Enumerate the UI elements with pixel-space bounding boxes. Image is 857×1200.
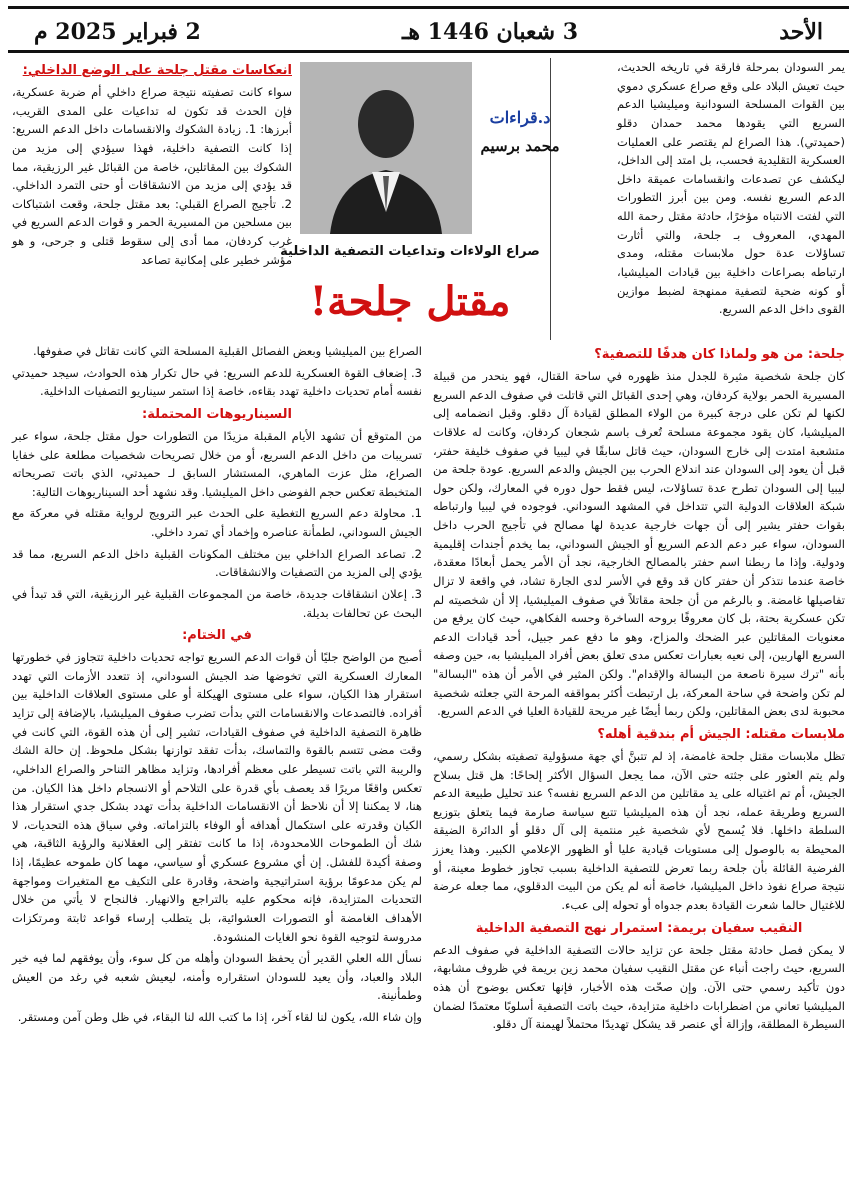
column-divider bbox=[550, 58, 551, 340]
conclusion-heading: في الختام: bbox=[182, 628, 252, 644]
sufyan-heading: النقيب سفيان بريمة: استمرار نهج التصفية الداخلية bbox=[475, 920, 803, 936]
article-subtitle: صراع الولاءات وتداعيات التصفية الداخلية bbox=[280, 244, 540, 259]
date-bar bbox=[8, 14, 849, 53]
repercussions-body: سواء كانت تصفيته نتيجة صراع داخلي أم ضربة عسكرية، فإن الحدث قد تكون له تداعيات على المدى القريب، أبرزها: 1. زيادة الشكوك والانقسامات داخل الدعم السريع: إذا كانت التصفية داخلية، فهذا سيؤدي إلى مزيد من الشكوك بين المقاتلين، خاصة من القبائل غير الرزيقية، مما قد يؤدي إلى مزيد من الانشقاقات أو حتى التمرد الداخلي. 2. تأجيج الصراع القبلي: بعد مقتل جلحة، وقعت اشتباكات بين مسلحين من المسيرية الحمر و قوات الدعم السريع في غرب كردفان، مما أدى إلى سقوط قتلى و جرحى، و هو مؤشر خطير على إمكانية تصاعد bbox=[12, 85, 292, 267]
hijri-date: 3 شعبان 1446 هـ bbox=[401, 19, 579, 45]
who-heading: جلحة: من هو ولماذا كان هدفًا للتصفية؟ bbox=[594, 347, 845, 362]
repercussions-heading: انعكاسات مقتل جلحة على الوضع الداخلي: bbox=[22, 63, 292, 78]
intro-paragraph: يمر السودان بمرحلة فارقة في تاريخه الحديث، حيث تعيش البلاد على وقع صراع عسكري دموي بين القوات المسلحة السودانية وميليشيا الدعم السريع التي يقودها محمد حمدان دقلو (حميدتي). هذا الصراع لم يقتصر على العمليات العسكرية التقليدية فحسب، بل امتد إلى الداخل، ليكشف عن تصدعات وانقسامات عميقة داخل الدعم السريع نفسه. ومن بين أبرز التطورات التي لفتت الانتباه مؤخرًا، حادثة مقتل رحمة الله المهدي، المعروف بـ جلحة، والتي أثارت تساؤلات عدة حول ملابسات مقتله، ومدى ارتباطه بصراعات داخلية بين قيادات الميليشيا، أو كونه ضحية لتصفية ممنهجة لضبط موازين القوى داخل الدعم السريع. bbox=[617, 60, 845, 317]
scenarios-intro: من المتوقع أن تشهد الأيام المقبلة مزيدًا من التطورات حول مقتل جلحة، سواء عبر تسريبات من داخل الدعم السريع، أو من خلال تصريحات شخصيات مطلعة على خفايا الصراع، مثل عزت الماهري، المستشار السابق لـ حميدتي، الذي باتت تصريحاته المتخبطة تعكس حجم الفوضى داخل الميليشيا. وقد نشهد أحد السيناريوهات التالية: bbox=[12, 428, 422, 499]
left-body-column bbox=[12, 342, 422, 1030]
repercussions-section bbox=[12, 58, 292, 272]
continuation-paragraph-2: 3. إضعاف القوة العسكرية للدعم السريع: في حال تكرار هذه الحوادث، سيجد حميدتي نفسه أمام تحديات داخلية تهدد بقاءه، خاصة إذا استمر سيناريو التصفيات الداخلية. bbox=[12, 365, 422, 399]
conclusion-paragraph-2: نسأل الله العلي القدير أن يحفظ السودان وأهله من كل سوء، وأن يوفقهم لما فيه خير البلاد والعباد، وأن يعيد للسودان استقراره وأمنه، ليعيش شعبه في رغد من العيش وطمأنينة. bbox=[12, 951, 422, 1003]
scenarios-heading: السيناريوهات المحتملة: bbox=[142, 406, 292, 422]
day-name: الأحد bbox=[779, 19, 823, 45]
conclusion-paragraph-1: أصبح من الواضح جليًا أن قوات الدعم السريع تواجه تحديات داخلية تتجاوز في خطورتها المعارك العسكرية التي تخوضها ضد الجيش السوداني، إذ تتعدد الأزمات التي تهدد استقرار هذا الكيان، سواء على مستوى الهيكلة أو على مستوى العلاقات الداخلية بين أفراده. فالتصدعات والانقسامات التي بدأت تضرب صفوف الميليشيا، بالإضافة إلى تزايد ظاهرة التصفية الداخلية في صفوف القيادات، تشير إلى أن هذه القوة، التي كانت في وقت مضى تتسم بالقوة والتماسك، بدأت تفقد توازنها بشكل ملحوظ. إن حالة الشك والريبة التي باتت تسيطر على معظم أفرادها، وتزايد مظاهر التناحر والصراع الداخلي، تعكس واقعًا مريرًا قد يعصف بأي قدرة على التلاحم أو الانسجام داخل هذا الكيان. من هنا، لا يمكننا إلا أن نلاحظ أن الانقسامات الداخلية بدأت تهدد بشكل جدي استقرار هذا الكيان وقدرته على استكمال أهدافه أو الوفاء بالتزاماته. وفي سياق هذه التحديات، لا شك أن الطموحات اللامحدودة، إذا ما كانت تفتقر إلى العقلانية والرؤية الثاقبة، هي وصفة أكيدة للفشل. إن أي مشروع عسكري أو سياسي، مهما كان طموحه عظيمًا، إذا لم يكن مدعومًا برؤية استراتيجية واضحة، وقادرة على التكيف مع المتغيرات ومواجهة التحديات المتزايدة، فإنه محكوم عليه بالتراجع والانهيار. فالنجاح لا يأتي من خلال الأهداف الغامضة أو التصورات العشوائية، بل يتطلب إرساء قواعد ثابتة ومرتكزات مدروسة لتوجيه القوة نحو الغايات المنشودة. bbox=[12, 650, 422, 944]
byline bbox=[480, 108, 560, 155]
article-headline: مقتل جلحة! bbox=[309, 278, 511, 325]
circumstances-heading: ملابسات مقتله: الجيش أم بندقية أهله؟ bbox=[597, 726, 845, 742]
author-name: محمد برسيم bbox=[480, 137, 560, 155]
author-photo bbox=[300, 62, 472, 234]
author-portrait-image bbox=[300, 62, 472, 234]
scenario-1: 1. محاولة دعم السريع التغطية على الحدث عبر الترويج لرواية مقتله في معركة مع الجيش السوداني، لطمأنة عناصره وإخماد أي تمرد داخلي. bbox=[12, 506, 422, 540]
gregorian-date: 2 فبراير 2025 م bbox=[34, 19, 201, 45]
conclusion-paragraph-3: وإن شاء الله، يكون لنا لقاء آخر، إذا ما كتب الله لنا البقاء، في ظل وطن آمن ومستقر. bbox=[17, 1010, 422, 1025]
right-body-column bbox=[433, 342, 845, 1037]
scenario-3: 3. إعلان انشقاقات جديدة، خاصة من المجموعات القبلية غير الرزيقية، التي قد تبدأ في البحث عن تحالفات بديلة. bbox=[12, 586, 422, 620]
who-body: كان جلحة شخصية مثيرة للجدل منذ ظهوره في ساحة القتال، فهو ينحدر من قبيلة المسيرية الحمر بولاية كردفان، وهي إحدى القبائل التي قاتلت في صفوف الدعم السريع لكنها لم تكن على درجة كبيرة من الولاء المطلق لقيادة آل دقلو. وقبل انضمامه إلى الميليشيا، كان يقود مجموعة مسلحة تُعرف باسم شجعان كردفان، وكانت له علاقات متشعبة امتدت إلى خارج السودان، حيث قاتل سابقًا في ليبيا في صفوف خليفة حفتر، قبل أن يعود إلى السودان عند اندلاع الحرب بين الجيش والدعم السريع. عودة جلحة من ليبيا إلى السودان تطرح عدة تساؤلات، ليس فقط حول دوره في المعارك، ولكن حول شبكة العلاقات الدولية التي تتداخل في المشهد السوداني. فوجوده في ليبيا وارتباطه بقوات حفتر يشير إلى أن جهات خارجية عديدة لها مصالح في تأجيج الحرب داخل السودان، سواء عبر دعم الدعم السريع أو الجيش السوداني، بما يخدم أجندات إقليمية ودولية. وإذا ما ربطنا اسم حفتر بالمصالح الخارجية، نجد أن الأمر يحمل أبعادًا معقدة، خاصة عندما نتذكر أن حفتر كان قد وقع في الأسر لدى الجارة تشاد، في واقعة لا تزال تفاصيلها غامضة. و بالرغم من أن جلحة مقاتلاً في صفوف الميليشيا، إلا أن شخصيته لم تكن عسكرية بحتة، بل كان معروفًا بروحه الساخرة وحسه الفكاهي، حيث كان يرفع من معنويات المقاتلين عبر الضحك والمزاح، وهو ما دفع عمر جبيل، أحد قيادات الدعم السريع الهاربين، إلى نعيه بعبارات تعكس مدى تعلق بعض أفراد الميليشيا به، حين وصفه بأنه "ترك سيرة ناصعة من البسالة والإقدام". ولكن المثير في الأمر أن هذه "البسالة" لم تكن واضحة في ساحة المعركة، بل ارتبطت أكثر بمواقفه المرحة التي جعلته شخصية محبوبة لدى بعض المقاتلين، ولكن ربما أيضًا غير مريحة للقيادة العليا في الدعم السريع. bbox=[433, 369, 845, 719]
top-rule bbox=[8, 6, 849, 9]
intro-column bbox=[617, 58, 845, 322]
sufyan-body: لا يمكن فصل حادثة مقتل جلحة عن تزايد حالات التصفية الداخلية في صفوف الدعم السريع، حيث راجت أنباء عن مقتل النقيب سفيان محمد زين بريمة في ظروف مشابهة، دون تأكيد رسمي حتى الآن. وإن صحّت هذه الأخبار، فإنها تعكس بوضوح أن هذه الميليشيا تعاني من اضطرابات داخلية متزايدة، حيث باتت التصفية أسلوبًا معتمدًا لضمان السيطرة المطلقة، وإزالة أي عنصر قد يشكل تهديدًا محتملاً لهيمنة آل دقلو. bbox=[433, 942, 845, 1032]
continuation-paragraph-1: الصراع بين الميليشيا وبعض الفصائل القبلية المسلحة التي كانت تقاتل في صفوفها. bbox=[33, 344, 422, 358]
circumstances-body: تظل ملابسات مقتل جلحة غامضة، إذ لم تتبنَّ أي جهة مسؤولية تصفيته بشكل رسمي، ولم يتم العثور على جثته حتى الآن، مما يجعل السؤال الأكثر إلحاحًا: هل قتل بسلاح الجيش، أم تم اغتياله على يد مقاتلين من الدعم السريع نفسه؟ عند تحليل طبيعة الدعم السريع وطريقة عمله، نجد أن هذه الميليشيا تتبع سياسة صارمة فيما يتعلق بتوزيع السلطة داخلها. فلا يُسمح لأي شخصية غير منتمية إلى آل دقلو أو الدائرة الضيقة المحيطة به بالوصول إلى مستويات قيادية عليا أو الظهور الإعلامي الكبير. وهذا يعزز الفرضية القائلة بأن جلحة ربما تعرض للتصفية الداخلية بسبب تجاوز خطوط معينة، أو نتيجة صراع نفوذ داخل الميليشيا، خاصة أنه لم يكن من البيت الدقلوي، مما جعله عرضة للاغتيال حالما شعرت القيادة بعدم جدواه أو تحوله إلى عبء. bbox=[433, 748, 845, 912]
byline-label: د.قراءات bbox=[489, 108, 551, 127]
scenario-2: 2. تصاعد الصراع الداخلي بين مختلف المكونات القبلية داخل الدعم السريع، مما قد يؤدي إلى المزيد من التصفيات والانشقاقات. bbox=[12, 546, 422, 580]
